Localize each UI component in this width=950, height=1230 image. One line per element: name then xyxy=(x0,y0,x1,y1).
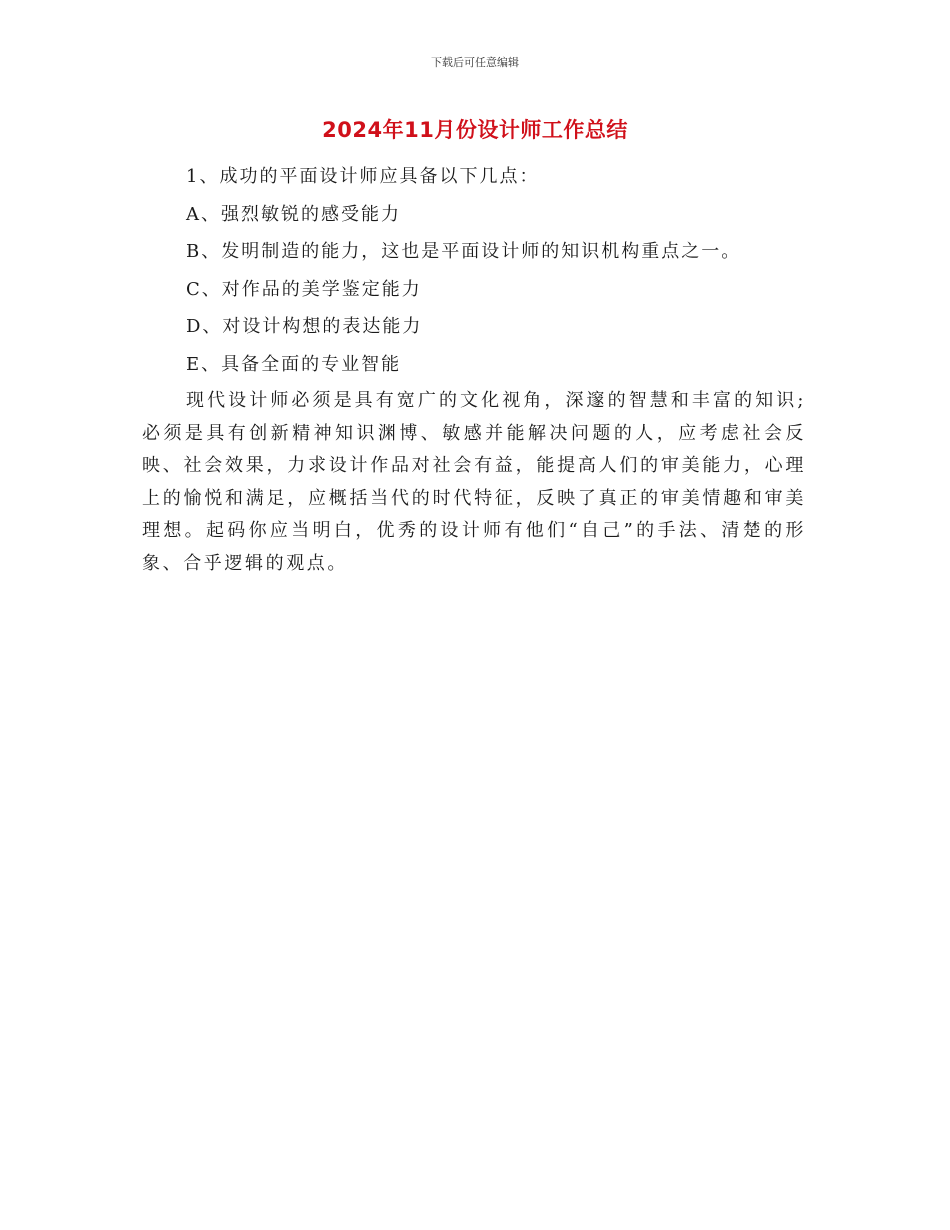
list-item: B、发明制造的能力，这也是平面设计师的知识机构重点之一。 xyxy=(186,241,742,262)
header-note: 下载后可任意编辑 xyxy=(431,56,519,69)
list-item: 1、成功的平面设计师应具备以下几点： xyxy=(186,166,540,187)
list-item: C、对作品的美学鉴定能力 xyxy=(186,278,422,300)
list-item: A、强烈敏锐的感受能力 xyxy=(186,203,401,225)
list-item: E、具备全面的专业智能 xyxy=(186,353,402,375)
body-paragraph: 现代设计师必须是具有宽广的文化视角，深邃的智慧和丰富的知识;必须是具有创新精神知识渊博、敏感并能解决问题的人，应考虑社会反映、社会效果，力求设计作品对社会有益，能提高人们的审美能力，心理上的愉悦和满足，应概括当代的时代特征，反映了真正的审美情趣和审美理想。起码你应当明白，优秀的设计师有他们“自己”的手法、清楚的形象、合乎逻辑的观点。 xyxy=(142,390,806,574)
list-item: D、对设计构想的表达能力 xyxy=(186,316,423,337)
document-title: 2024年11月份设计师工作总结 xyxy=(322,118,628,142)
document-body xyxy=(142,158,806,580)
